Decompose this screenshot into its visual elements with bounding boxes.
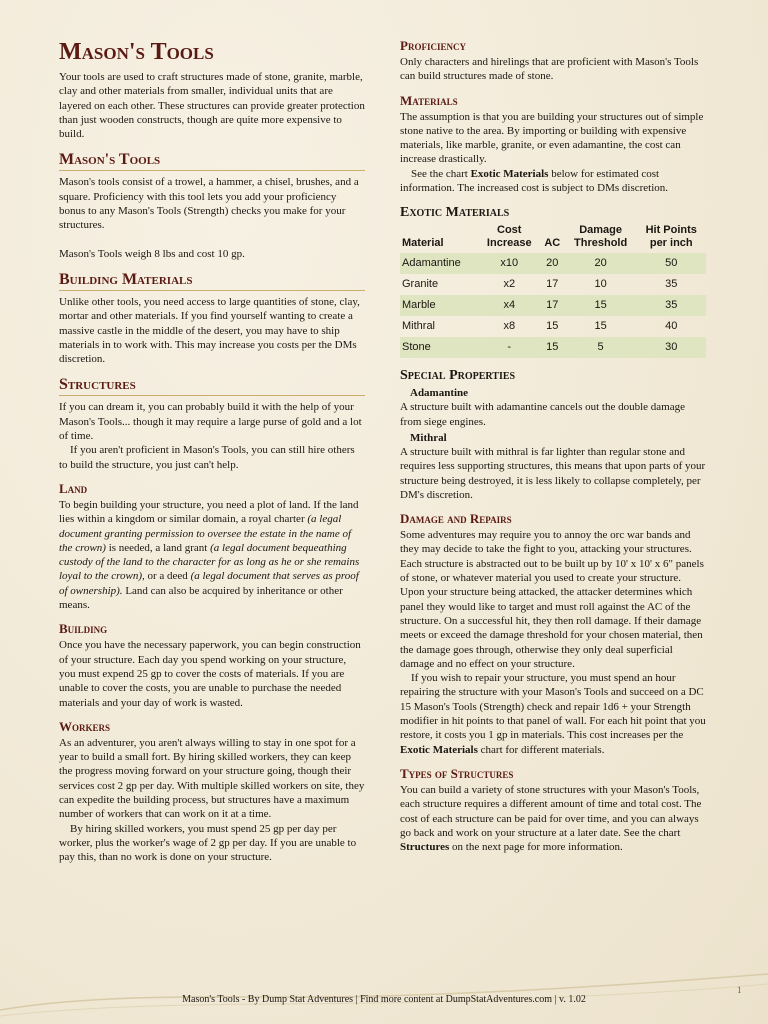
masons-tools-paragraph: Mason's tools consist of a trowel, a hammer, a chisel, brushes, and a square. Proficiency with this tool lets you add your proficiency bonus to any Mason's Tools (Strength) checks you make for your structures. xyxy=(59,176,359,232)
special-properties-heading: Special Properties xyxy=(400,368,516,384)
table-cell: x2 xyxy=(503,278,516,291)
adamantine-label: Adamantine xyxy=(410,387,469,400)
types-paragraph: You can build a variety of stone structures with your Mason's Tools, each structure requires a different amount of time and total cost. The cost of each structure can be paid for over time, and you can always go back and work on your structure at a later date. See the chart Structures on the next page for more information. xyxy=(400,783,702,854)
table-cell: 15 xyxy=(565,295,637,316)
table-cell: Adamantine xyxy=(400,253,479,274)
page-title: Mason's Tools xyxy=(59,39,214,65)
table-cell: 40 xyxy=(665,320,678,333)
table-cell: 17 xyxy=(546,278,559,291)
building-materials-heading: Building Materials xyxy=(59,271,365,291)
adamantine-paragraph: A structure built with adamantine cancels out the double damage from siege engines. xyxy=(400,401,685,428)
table-cell: 50 xyxy=(636,253,706,274)
building-paragraph: Once you have the necessary paperwork, you can begin construction of your structure. Each day you spend working on your structure, you must expend 25 gp to cover the costs of materials. If you are unable to cover the costs, you are unable to purchase the needed materials and your day of work is wasted. xyxy=(59,639,361,709)
table-cell: Marble xyxy=(400,295,479,316)
structures-paragraph-1: If you can dream it, you can probably build it with the help of your Mason's Tools... though it may require a large purse of gold and a lot of time. xyxy=(59,401,362,443)
building-heading: Building xyxy=(59,621,108,637)
page-footer: Mason's Tools - By Dump Stat Adventures | Find more content at DumpStatAdventures.com | v. 1.02 xyxy=(182,994,586,1005)
table-header-row xyxy=(400,223,706,253)
damage-paragraph-2: If you wish to repair your structure, you must spend an hour repairing the structure with your Mason's Tools and succeed on a DC 15 Mason's Tools (Strength) check and repair 1d6 + your Strength modifier in hit points to that panel of wall. For each hit point that you restore, it costs you 1 gp in materials. This cost increases per the Exotic Materials chart for different materials. xyxy=(400,672,706,756)
table-cell: - xyxy=(479,337,540,358)
structures-paragraph-2: If you aren't proficient in Mason's Tools, you can still hire others to build the structure, you just can't help. xyxy=(59,444,355,471)
table-cell: 15 xyxy=(594,320,607,333)
proficiency-paragraph: Only characters and hirelings that are proficient with Mason's Tools can build structures made of stone. xyxy=(400,56,699,83)
exotic-materials-heading: Exotic Materials xyxy=(400,205,510,221)
table-header-cell: Hit Points per inch xyxy=(645,224,697,250)
table-cell: 5 xyxy=(565,337,637,358)
table-header-cell: Damage Threshold xyxy=(574,224,628,250)
mithral-paragraph: A structure built with mithral is far lighter than regular stone and requires less supporting structures, this means that upon parts of your structure being destroyed, it is less likely to collapse completely, per DM's discretion. xyxy=(400,445,706,501)
types-of-structures-heading: Types of Structures xyxy=(400,765,514,781)
table-cell: 15 xyxy=(540,337,565,358)
table-cell: x4 xyxy=(479,295,540,316)
table-cell: 30 xyxy=(636,337,706,358)
materials-heading: Materials xyxy=(400,92,458,108)
table-header-cell: AC xyxy=(544,237,561,250)
table-row xyxy=(400,316,706,337)
table-row xyxy=(400,274,706,295)
materials-paragraph-1: The assumption is that you are building your structures out of simple stone native to the area. By importing or building with expensive materials, like marble, granite, or even adamantine, the cost can increase drastically. xyxy=(400,110,704,166)
materials-paragraph-2: See the chart Exotic Materials below for estimated cost information. The increased cost is subject to DMs discretion. xyxy=(400,167,669,195)
table-row xyxy=(400,337,706,358)
table-row xyxy=(400,295,706,316)
table-cell: 17 xyxy=(540,295,565,316)
table-cell: 35 xyxy=(665,278,678,291)
table-header-cell: Cost Increase xyxy=(486,224,532,250)
table-cell: x8 xyxy=(503,320,516,333)
workers-paragraph-2: By hiring skilled workers, you must spend 25 gp per day per worker, plus the worker's wage of 2 gp per day. If you are unable to pay this, than no work is done on your structure. xyxy=(59,822,357,864)
intro-paragraph: Your tools are used to craft structures made of stone, granite, marble, clay and other materials from smaller, individual units that are layered on each other. These structures can provide greater protection than just wooden constructs, though are quite more expensive to build. xyxy=(59,71,365,141)
land-heading: Land xyxy=(59,480,88,496)
land-paragraph: To begin building your structure, you need a plot of land. If the land lies within a kingdom or similar domain, a royal charter (a legal document granting permission to oversee the estate in the name of the crown) is needed, a land grant (a legal document bequeathing custody of the land to the character for as long as he or she remains loyal to the crown), or a deed (a legal document that serves as proof of ownership). Land can also be acquired by inheritance or other means. xyxy=(59,498,360,612)
table-cell: 35 xyxy=(636,295,706,316)
table-cell: Mithral xyxy=(402,320,436,333)
table-row xyxy=(400,253,706,274)
mithral-label: Mithral xyxy=(410,431,447,444)
table-cell: Stone xyxy=(400,337,479,358)
damage-repairs-heading: Damage and Repairs xyxy=(400,511,512,527)
structures-heading: Structures xyxy=(59,376,365,396)
table-cell: 15 xyxy=(546,320,559,333)
right-column xyxy=(400,38,706,854)
masons-tools-cost: Mason's Tools weigh 8 lbs and cost 10 gp. xyxy=(59,247,245,260)
table-cell: Granite xyxy=(402,278,439,291)
proficiency-heading: Proficiency xyxy=(400,38,466,53)
masons-tools-heading: Mason's Tools xyxy=(59,151,365,171)
workers-paragraph-1: As an adventurer, you aren't always willing to stay in one spot for a year to build a small fort. By hiring skilled workers, they can keep the progress moving forward on your structure going, though their services cost 2 gp per day. With multiple skilled workers on site, they can expedite the building process, but structures have a maximum number of workers that can work on it at a time. xyxy=(59,736,365,821)
left-column xyxy=(59,38,365,864)
table-header-cell: Material xyxy=(402,237,444,250)
exotic-materials-table xyxy=(400,223,706,358)
workers-heading: Workers xyxy=(59,718,111,734)
damage-paragraph-1: Some adventures may require you to annoy the orc war bands and they may decide to take the fight to you, attacking your structures. Each structure is abstracted out to be built up by 10' x 10' x 6" panels of stone, or whatever material you used to create your structure. Upon your structure being attacked, the attacker determines which panel they would like to target and must roll against the AC of the structure. On a successful hit, they then roll damage. If their damage meets or exceed the damage threshold for your chosen material, then the damage goes through, otherwise they only deal superficial damage and no effect on your structure. xyxy=(400,529,704,670)
table-cell: 20 xyxy=(565,253,637,274)
table-cell: 20 xyxy=(540,253,565,274)
table-cell: x10 xyxy=(479,253,540,274)
building-materials-paragraph: Unlike other tools, you need access to large quantities of stone, clay, mortar and other materials. If you find yourself wanting to create a massive castle in the middle of the desert, you may have to ship materials in to work with. This may increase you costs per the DMs discretion. xyxy=(59,295,360,366)
page-number: 1 xyxy=(737,985,742,995)
table-cell: 10 xyxy=(594,278,607,291)
